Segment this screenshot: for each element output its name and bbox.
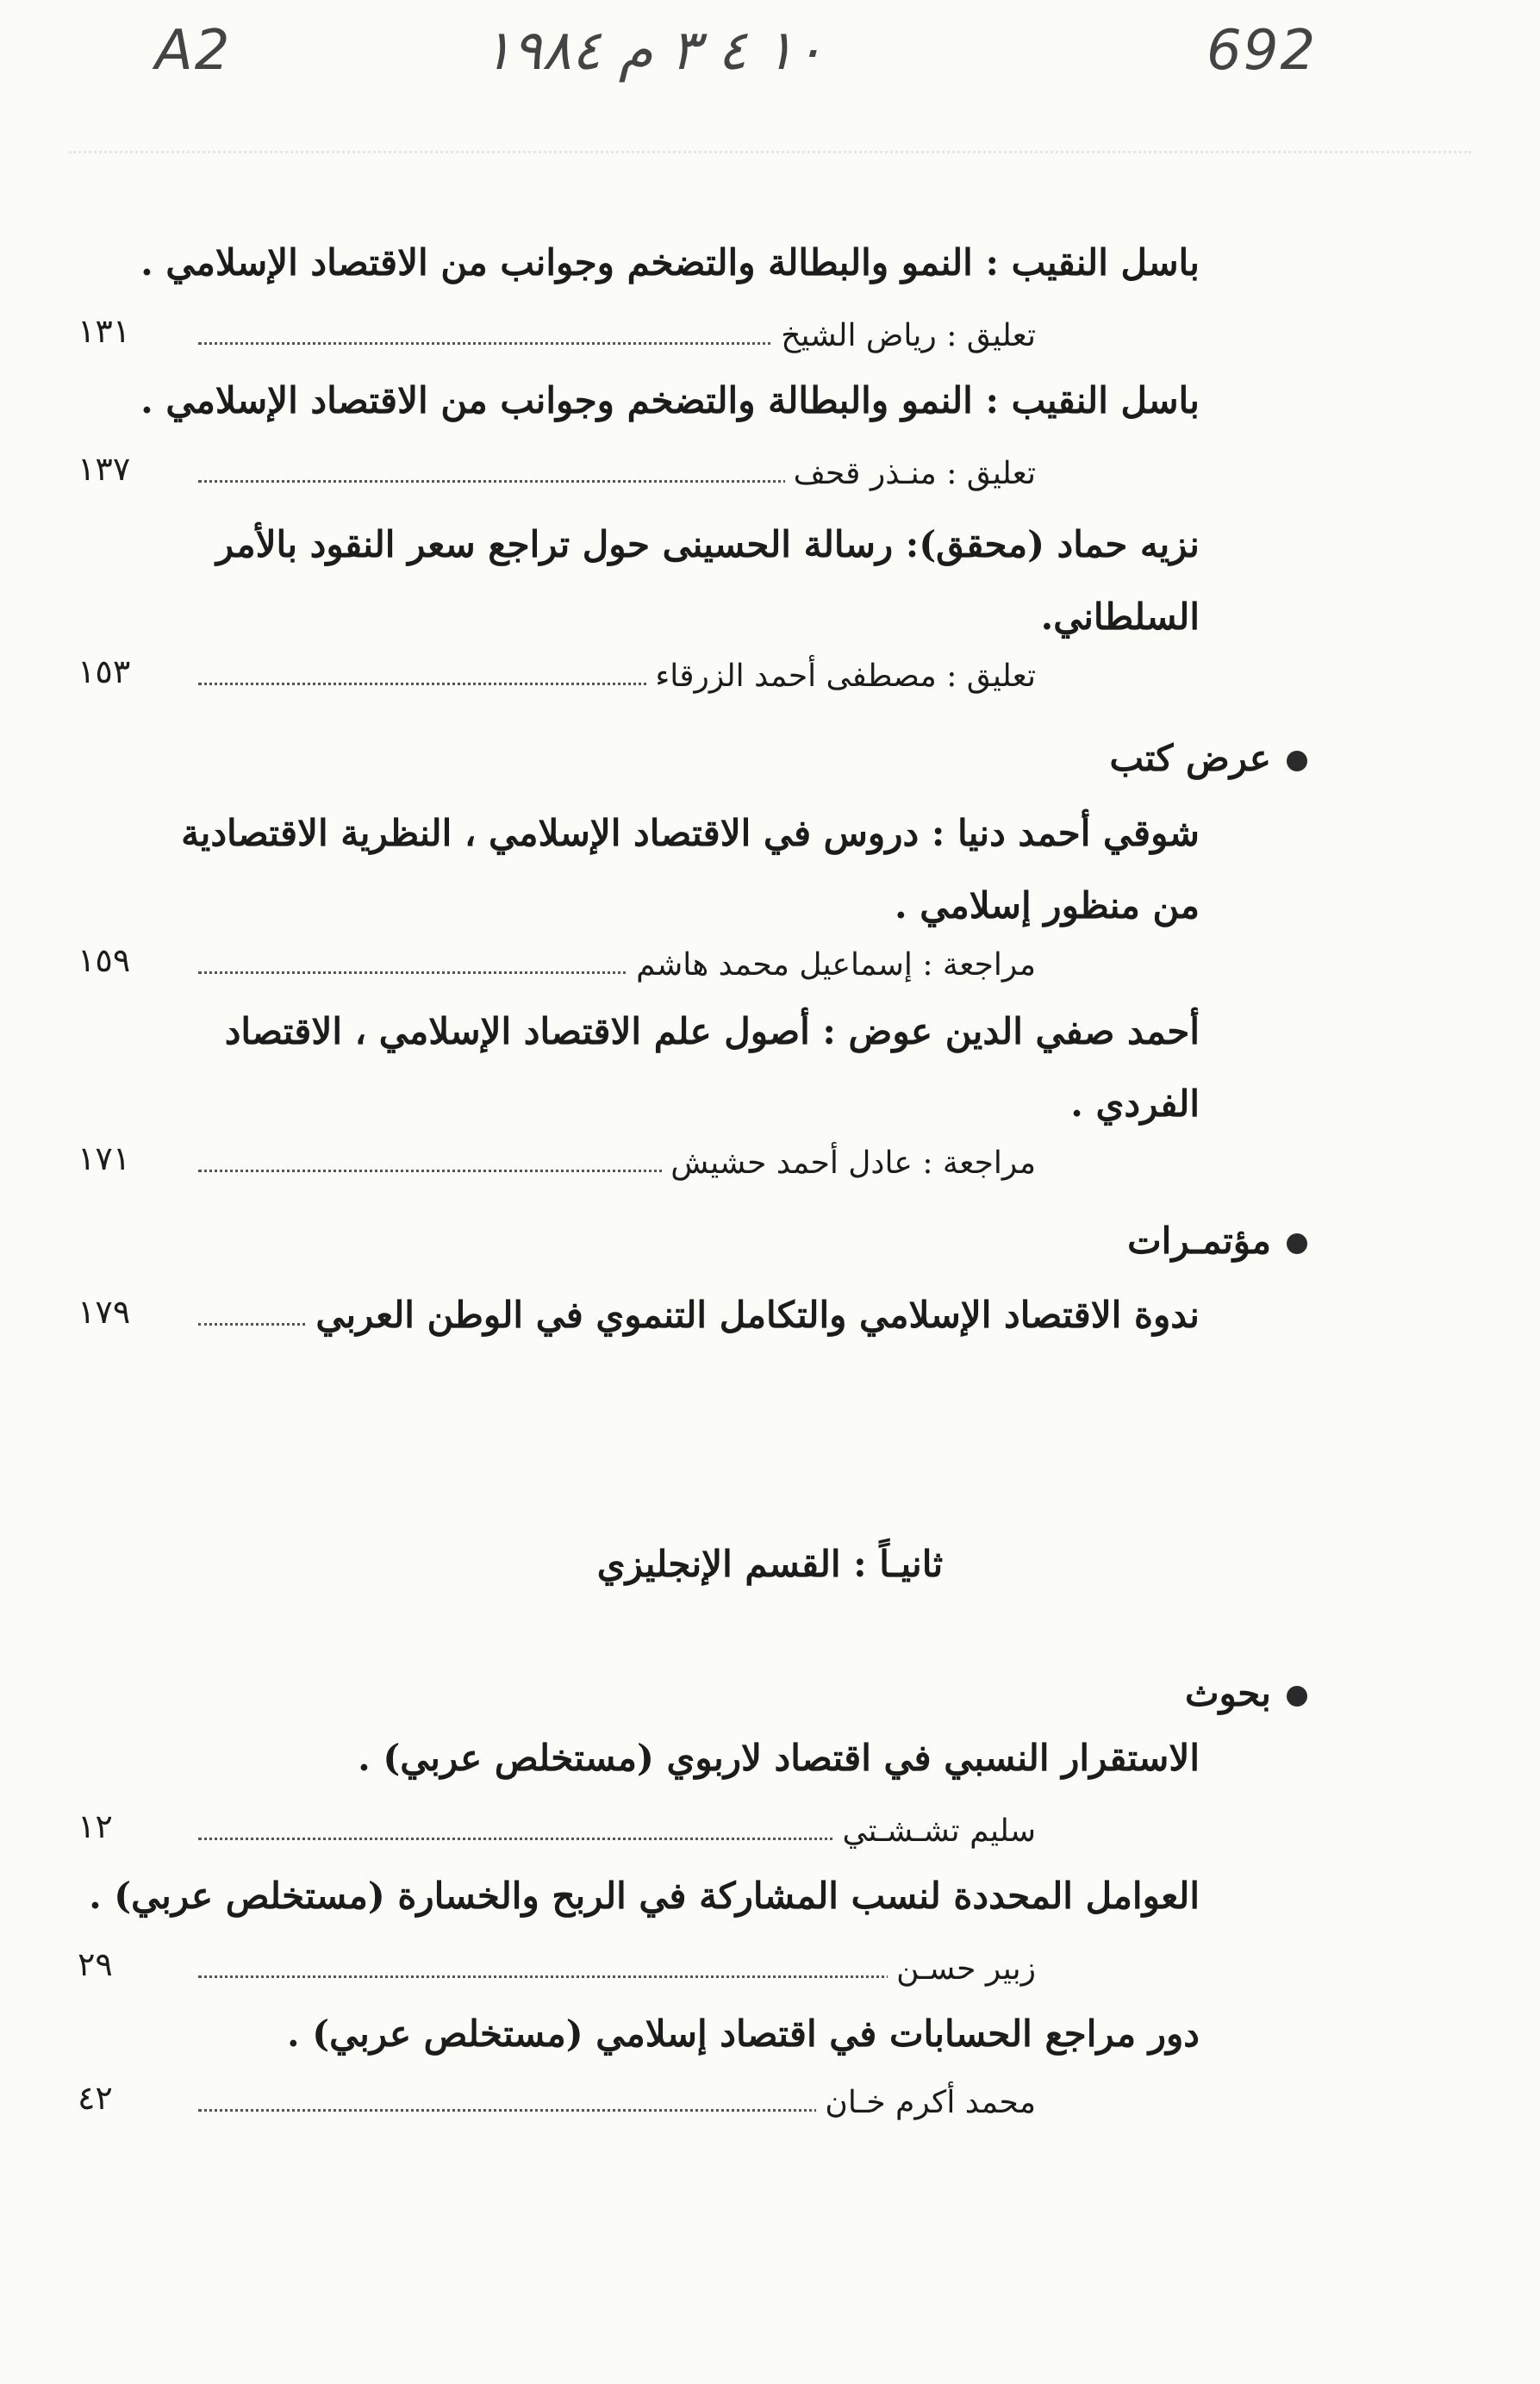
handwritten-date: ١٠ ٤ ٣ م ١٩٨٤ xyxy=(483,19,824,83)
entry-title: باسل النقيب : النمو والبطالة والتضخم وجوانب من الاقتصاد الإسلامي . xyxy=(140,241,1200,284)
entry-subline xyxy=(198,448,1036,491)
entry-subline xyxy=(198,1944,1036,1987)
entry-title: دور مراجع الحسابات في اقتصاد إسلامي (مستخلص عربي) . xyxy=(286,2013,1200,2055)
page-number: ١٧١ xyxy=(78,1139,131,1177)
page-number: ١٢ xyxy=(78,1807,113,1845)
section-heading-book-reviews: عرض كتب xyxy=(1109,737,1307,779)
entry-subline xyxy=(198,939,1036,983)
page-number: ١٥٣ xyxy=(78,652,131,690)
entry-commentator: تعليق : مصطفى أحمد الزرقاء xyxy=(646,658,1036,694)
part-two-heading: ثانيـاً : القسم الإنجليزي xyxy=(596,1543,944,1585)
entry-subline xyxy=(198,651,1036,694)
conference-entry xyxy=(198,1284,1200,1336)
entry-reviewer: مراجعة : عادل أحمد حشيش xyxy=(662,1145,1036,1181)
entry-author: سليم تشـشـتي xyxy=(833,1813,1036,1849)
bleed-through-line xyxy=(69,151,1471,153)
page-number: ٢٩ xyxy=(78,1945,113,1983)
bullet-icon xyxy=(1287,751,1307,771)
page-number: ٤٢ xyxy=(78,2079,113,2117)
entry-reviewer: مراجعة : إسماعيل محمد هاشم xyxy=(627,947,1036,983)
section-heading-conferences: مؤتمـرات xyxy=(1127,1220,1307,1262)
entry-title: نزيه حماد (محقق): رسالة الحسينى حول تراجع سعر النقود بالأمر السلطاني. xyxy=(215,523,1200,638)
entry-author: محمد أكرم خـان xyxy=(816,2085,1036,2120)
entry-title: ندوة الاقتصاد الإسلامي والتكامل التنموي في الوطن العربي xyxy=(307,1294,1200,1336)
page-number: ١٣١ xyxy=(78,312,131,350)
bullet-icon xyxy=(1287,1233,1307,1254)
entry-subline xyxy=(198,1806,1036,1849)
bullet-icon xyxy=(1287,1686,1307,1707)
entry-title: العوامل المحددة لنسب المشاركة في الربح والخسارة (مستخلص عربي) . xyxy=(89,1875,1200,1917)
entry-title: باسل النقيب : النمو والبطالة والتضخم وجوانب من الاقتصاد الإسلامي . xyxy=(140,379,1200,421)
entry-title: الاستقرار النسبي في اقتصاد لاربوي (مستخلص عربي) . xyxy=(358,1737,1200,1779)
handwritten-number: 692 xyxy=(1206,19,1318,83)
entry-title: أحمد صفي الدين عوض : أصول علم الاقتصاد الإسلامي ، الاقتصاد الفردي . xyxy=(224,1010,1200,1125)
entry-subline xyxy=(198,310,1036,353)
entry-subline xyxy=(198,1138,1036,1181)
entry-subline xyxy=(198,2077,1036,2120)
entry-commentator: تعليق : منـذر قحف xyxy=(785,456,1036,491)
entry-author: زبير حسـن xyxy=(888,1951,1036,1987)
page-number: ١٥٩ xyxy=(78,941,131,979)
page-number: ١٧٩ xyxy=(78,1293,131,1331)
entry-title: شوقي أحمد دنيا : دروس في الاقتصاد الإسلامي ، النظرية الاقتصادية من منظور إسلامي . xyxy=(181,812,1200,927)
handwritten-mark-left: A2 xyxy=(155,19,232,83)
entry-commentator: تعليق : رياض الشيخ xyxy=(772,318,1036,353)
page-number: ١٣٧ xyxy=(78,450,131,488)
section-heading-research: بحوث xyxy=(1185,1672,1307,1714)
